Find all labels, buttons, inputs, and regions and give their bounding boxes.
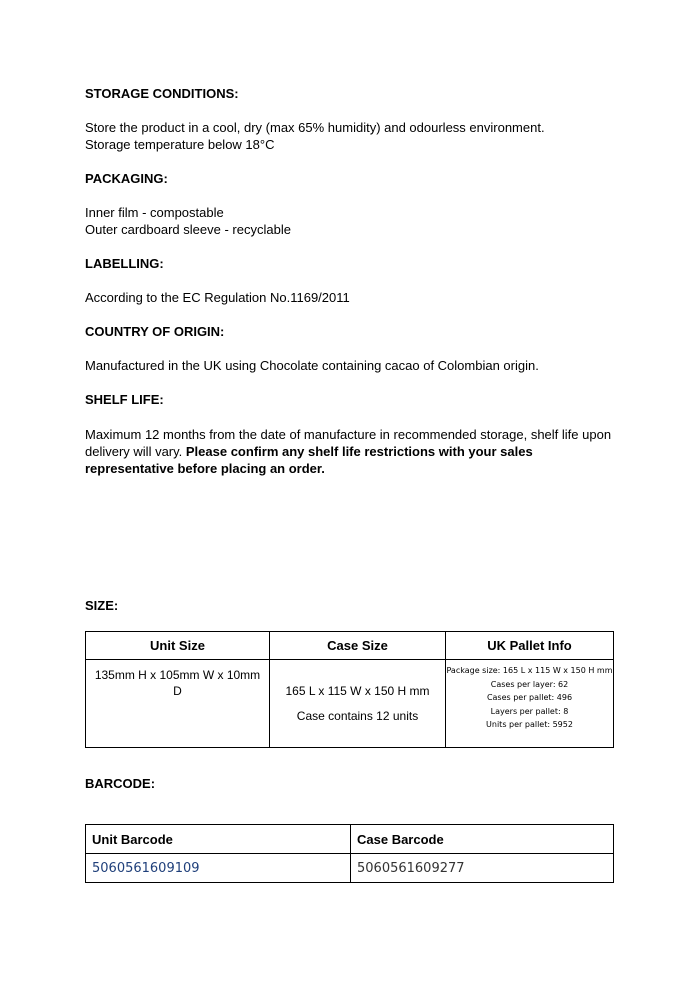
case-barcode-value: 5060561609277 <box>357 861 465 876</box>
labelling-heading: LABELLING: <box>85 256 164 271</box>
shelf-life-text: Maximum 12 months from the date of manufacture in recommended storage, shelf life upon delivery will vary. <box>85 427 612 459</box>
pallet-cases-per-layer: Cases per layer: 62 <box>490 679 569 689</box>
storage-line-1: Store the product in a cool, dry (max 65% humidity) and odourless environment. <box>85 120 545 135</box>
barcode-table-header-row <box>86 825 614 854</box>
unit-size-header: Unit Size <box>86 632 270 660</box>
size-table-header-row <box>86 632 614 660</box>
barcode-table <box>85 824 614 883</box>
packaging-line-2: Outer cardboard sleeve - recyclable <box>85 222 291 237</box>
origin-line-1: Manufactured in the UK using Chocolate containing cacao of Colombian origin. <box>85 358 539 373</box>
case-size-units: Case contains 12 units <box>296 709 419 723</box>
size-table-row <box>86 660 614 748</box>
size-table <box>85 631 614 748</box>
pallet-cases-per-pallet: Cases per pallet: 496 <box>486 693 573 702</box>
shelf-life-heading: SHELF LIFE: <box>85 392 164 407</box>
storage-line-2: Storage temperature below 18°C <box>85 137 275 152</box>
barcode-heading: BARCODE: <box>85 776 156 791</box>
labelling-line-1: According to the EC Regulation No.1169/2011 <box>85 290 350 305</box>
storage-heading: STORAGE CONDITIONS: <box>85 86 239 101</box>
packaging-line-1: Inner film - compostable <box>85 205 224 220</box>
pallet-info-cell <box>446 660 614 748</box>
unit-size-cell: 135mm H x 105mm W x 10mm D <box>86 660 270 748</box>
shelf-life-paragraph <box>85 426 615 477</box>
shelf-life-warning: Please confirm any shelf life restrictions with your sales representative before placing an order. <box>85 444 533 476</box>
case-barcode-cell <box>351 854 614 883</box>
pallet-info-header: UK Pallet Info <box>446 632 614 660</box>
case-size-cell <box>270 660 446 748</box>
pallet-layers-per-pallet: Layers per pallet: 8 <box>490 706 569 716</box>
case-size-dimensions: 165 L x 115 W x 150 H mm <box>285 684 430 698</box>
case-barcode-header: Case Barcode <box>351 825 614 854</box>
origin-heading: COUNTRY OF ORIGIN: <box>85 324 225 339</box>
pallet-units-per-pallet: Units per pallet: 5952 <box>486 720 573 729</box>
packaging-heading: PACKAGING: <box>85 171 168 186</box>
unit-barcode-value: 5060561609109 <box>92 861 200 876</box>
barcode-table-row <box>86 854 614 883</box>
unit-barcode-header: Unit Barcode <box>86 825 351 854</box>
size-heading: SIZE: <box>85 598 119 613</box>
pallet-package-size: Package size: 165 L x 115 W x 150 H mm <box>446 666 613 675</box>
case-size-header: Case Size <box>270 632 446 660</box>
unit-barcode-cell <box>86 854 351 883</box>
